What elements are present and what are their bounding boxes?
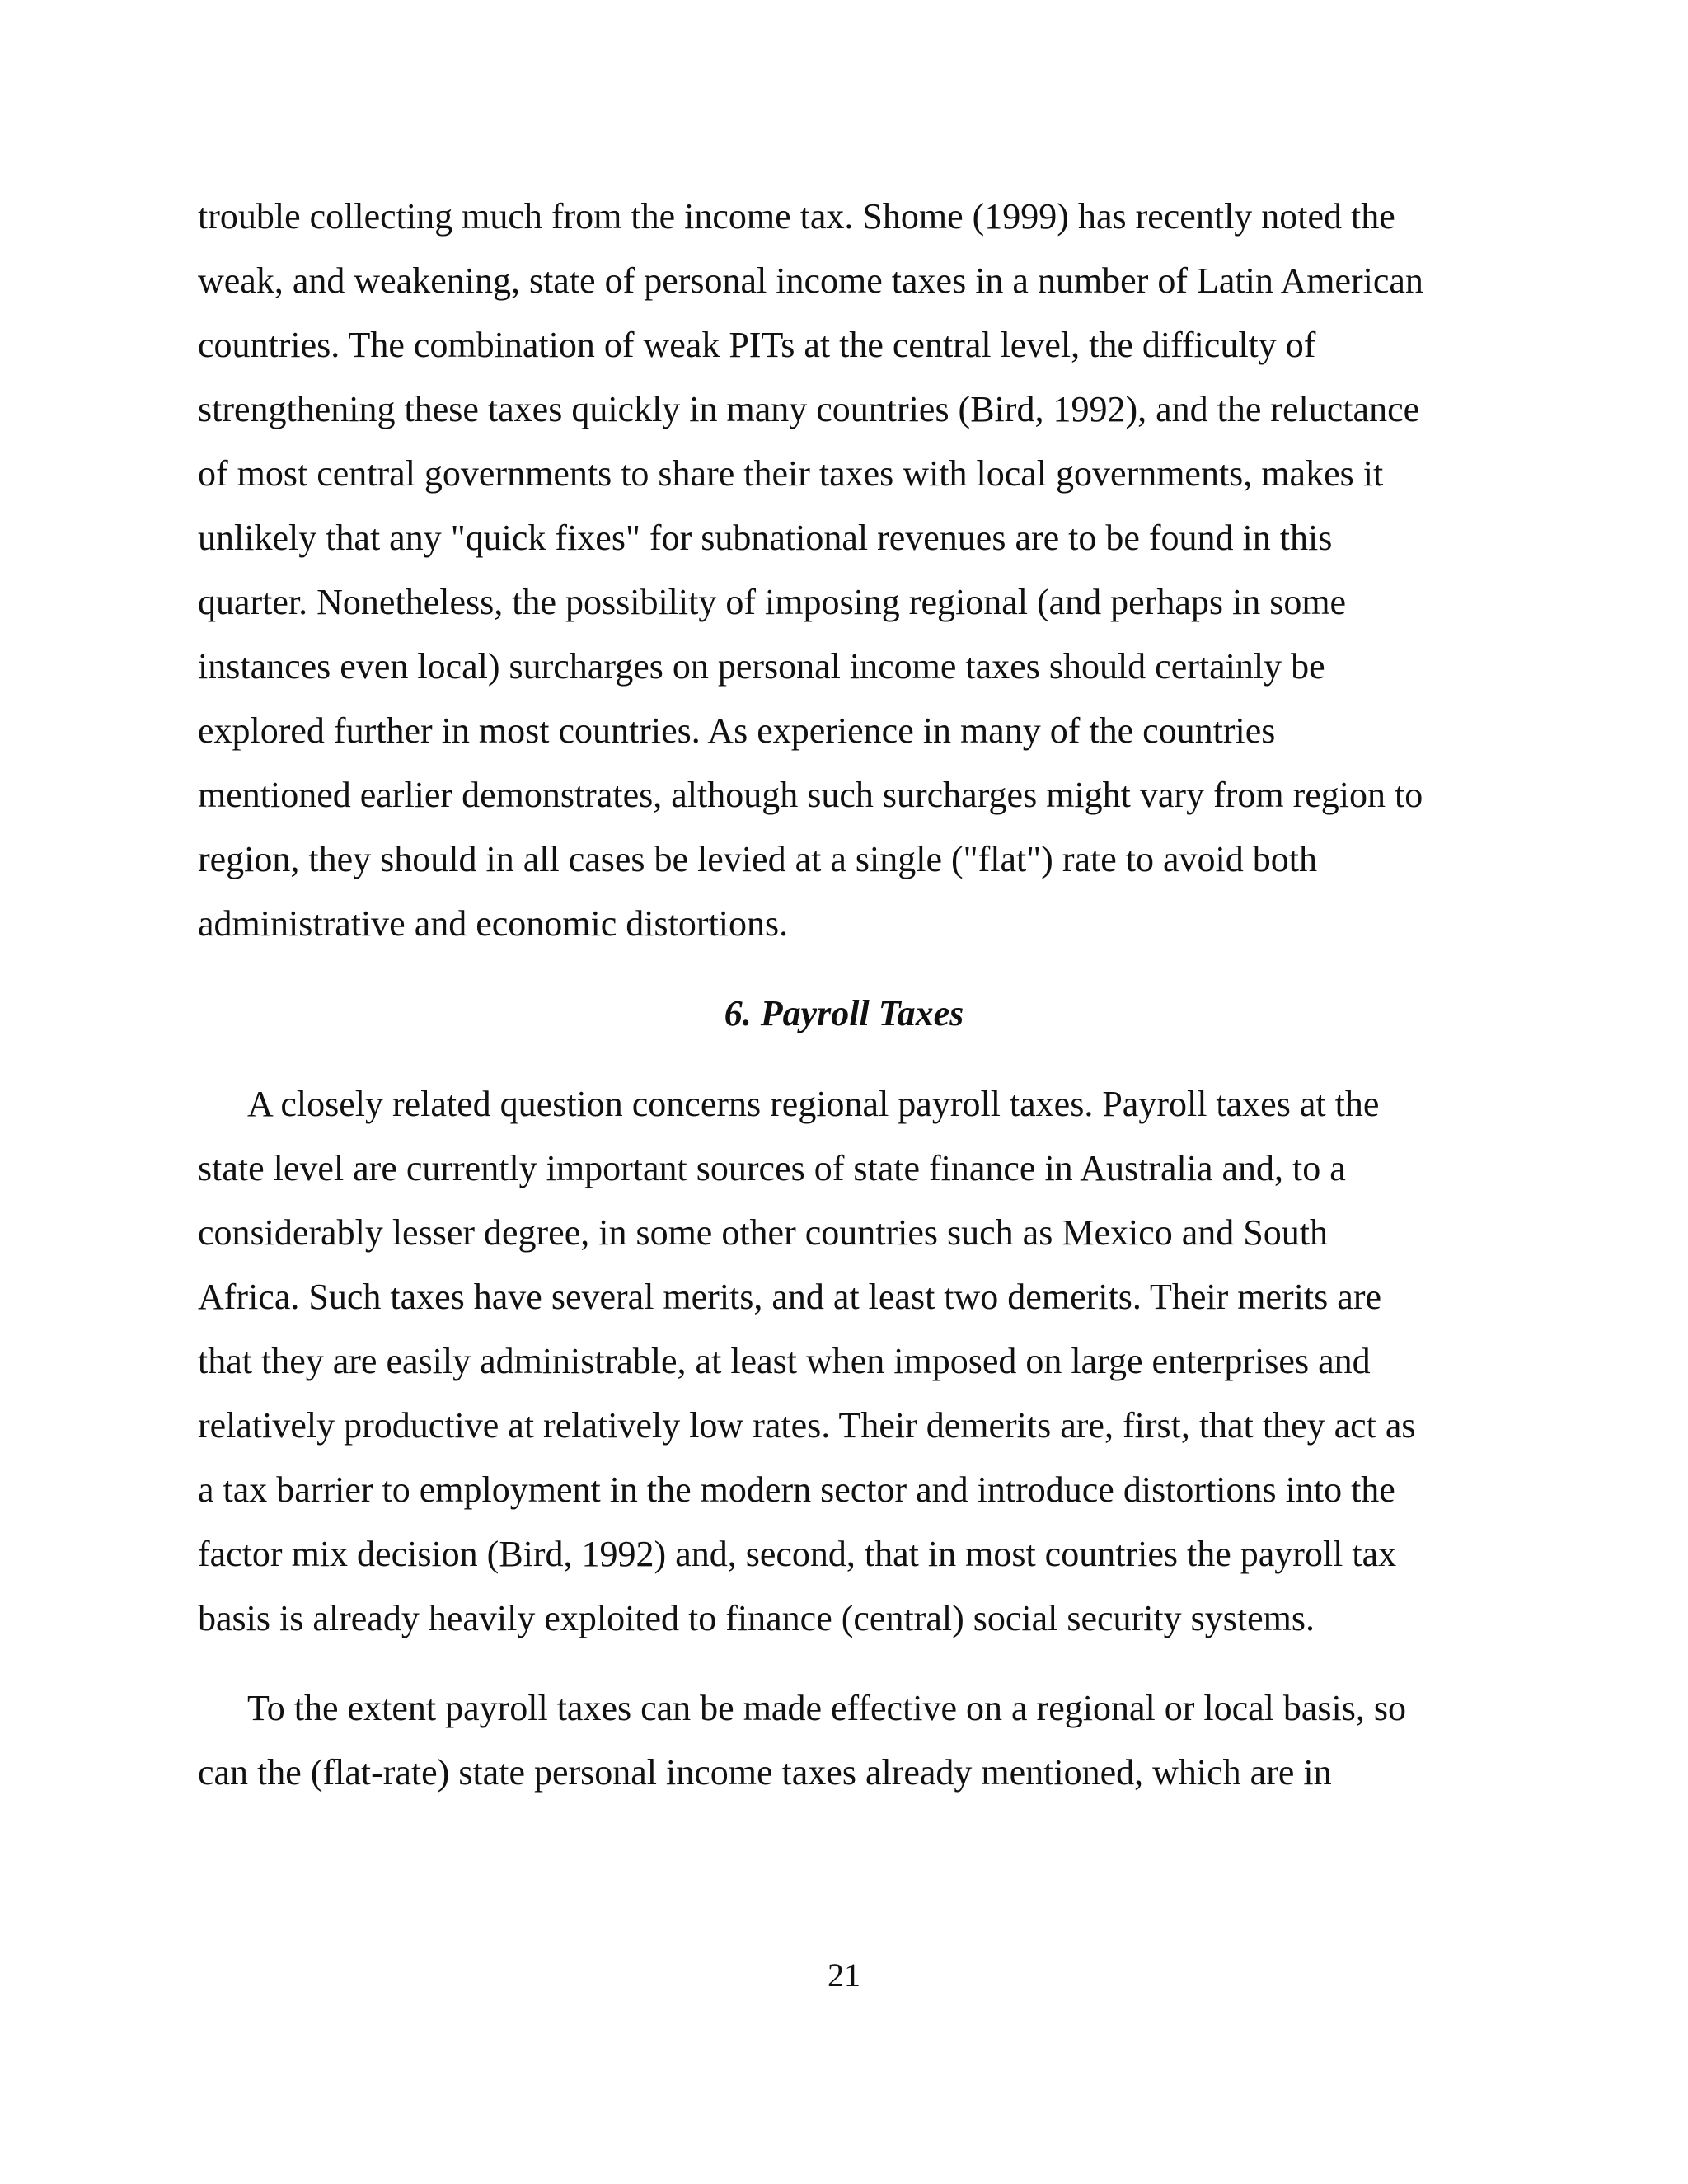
text-line: To the extent payroll taxes can be made effective on a regional or local basis, so [247, 1688, 1407, 1728]
text-line: that they are easily administrable, at least when imposed on large enterprises and [198, 1341, 1371, 1381]
text-line: strengthening these taxes quickly in many countries (Bird, 1992), and the reluctance [198, 389, 1420, 429]
text-line: factor mix decision (Bird, 1992) and, second, that in most countries the payroll tax [198, 1534, 1397, 1574]
text-line: explored further in most countries. As experience in many of the countries [198, 710, 1276, 751]
text-line: quarter. Nonetheless, the possibility of imposing regional (and perhaps in some [198, 582, 1347, 622]
page-number: 21 [828, 1957, 860, 1994]
text-line: basis is already heavily exploited to finance (central) social security systems. [198, 1598, 1315, 1638]
text-line: administrative and economic distortions. [198, 903, 789, 944]
text-line: Africa. Such taxes have several merits, and at least two demerits. Their merits are [198, 1277, 1381, 1317]
text-line: trouble collecting much from the income tax. Shome (1999) has recently noted the [198, 196, 1395, 237]
text-line: state level are currently important sources of state finance in Australia and, to a [198, 1148, 1346, 1188]
text-line: region, they should in all cases be levied at a single ("flat") rate to avoid both [198, 839, 1317, 879]
text-line: instances even local) surcharges on personal income taxes should certainly be [198, 646, 1325, 687]
text-line: can the (flat-rate) state personal income taxes already mentioned, which are in [198, 1752, 1332, 1793]
text-line: mentioned earlier demonstrates, although such surcharges might vary from region to [198, 775, 1423, 815]
text-line: weak, and weakening, state of personal income taxes in a number of Latin American [198, 260, 1423, 301]
text-line: of most central governments to share their taxes with local governments, makes it [198, 453, 1384, 494]
text-line: A closely related question concerns regional payroll taxes. Payroll taxes at the [247, 1084, 1380, 1124]
text-line: considerably lesser degree, in some other countries such as Mexico and South [198, 1212, 1328, 1253]
section-heading: 6. Payroll Taxes [724, 993, 964, 1033]
text-line: unlikely that any "quick fixes" for subnational revenues are to be found in this [198, 518, 1333, 558]
text-line: a tax barrier to employment in the modern sector and introduce distortions into the [198, 1469, 1395, 1510]
text-line: countries. The combination of weak PITs at the central level, the difficulty of [198, 325, 1316, 365]
text-line: relatively productive at relatively low rates. Their demerits are, first, that they act as [198, 1405, 1416, 1446]
